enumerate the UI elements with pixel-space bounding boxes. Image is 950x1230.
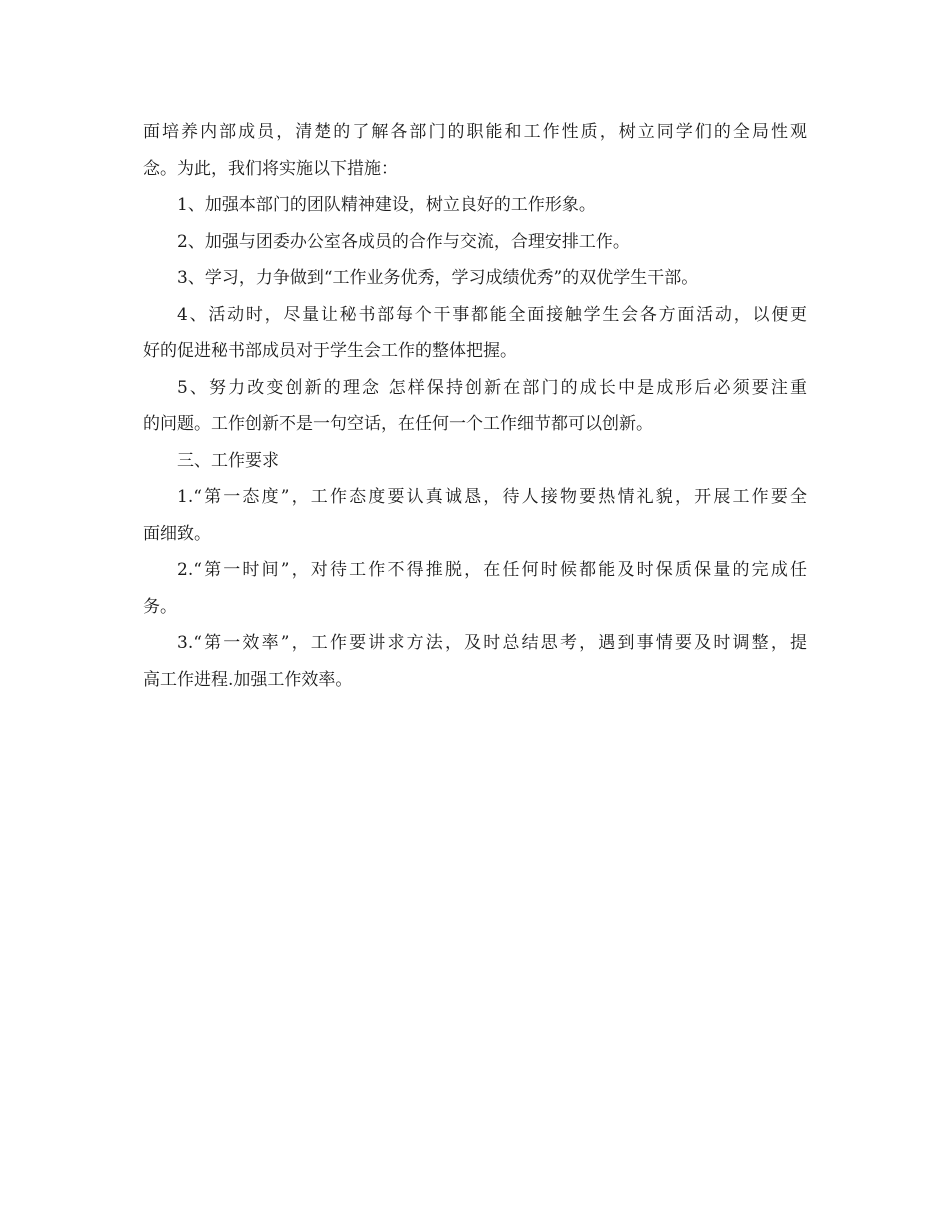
list-item-line: 3、学习，力争做到“工作业务优秀，学习成绩优秀”的双优学生干部。 <box>177 268 699 288</box>
text-line: 高工作进程.加强工作效率。 <box>143 669 353 690</box>
section-heading: 三、工作要求 <box>177 450 279 471</box>
text-line: 的问题。工作创新不是一句空话，在任何一个工作细节都可以创新。 <box>143 414 653 434</box>
text-line: 面培养内部成员，清楚的了解各部门的职能和工作性质，树立同学们的全局性观 <box>143 122 807 142</box>
text-line: 好的促进秘书部成员对于学生会工作的整体把握。 <box>143 341 517 361</box>
list-item-line: 1、加强本部门的团队精神建设，树立良好的工作形象。 <box>177 195 596 215</box>
list-item-line: 5、努力改变创新的理念 怎样保持创新在部门的成长中是成形后必须要注重 <box>177 377 807 398</box>
text-line: 务。 <box>143 596 177 617</box>
list-item-line: 3.“第一效率”，工作要讲求方法，及时总结思考，遇到事情要及时调整，提 <box>177 633 807 653</box>
list-item-line: 4、活动时，尽量让秘书部每个干事都能全面接触学生会各方面活动，以便更 <box>177 304 807 325</box>
text-line: 念。为此，我们将实施以下措施： <box>143 158 398 179</box>
text-line: 面细致。 <box>143 523 211 544</box>
document-body <box>143 114 807 698</box>
list-item-line: 1.“第一态度”，工作态度要认真诚恳，待人接物要热情礼貌，开展工作要全 <box>177 487 807 507</box>
list-item-line: 2、加强与团委办公室各成员的合作与交流，合理安排工作。 <box>177 231 630 252</box>
list-item-line: 2.“第一时间”，对待工作不得推脱，在任何时候都能及时保质保量的完成任 <box>177 560 807 580</box>
